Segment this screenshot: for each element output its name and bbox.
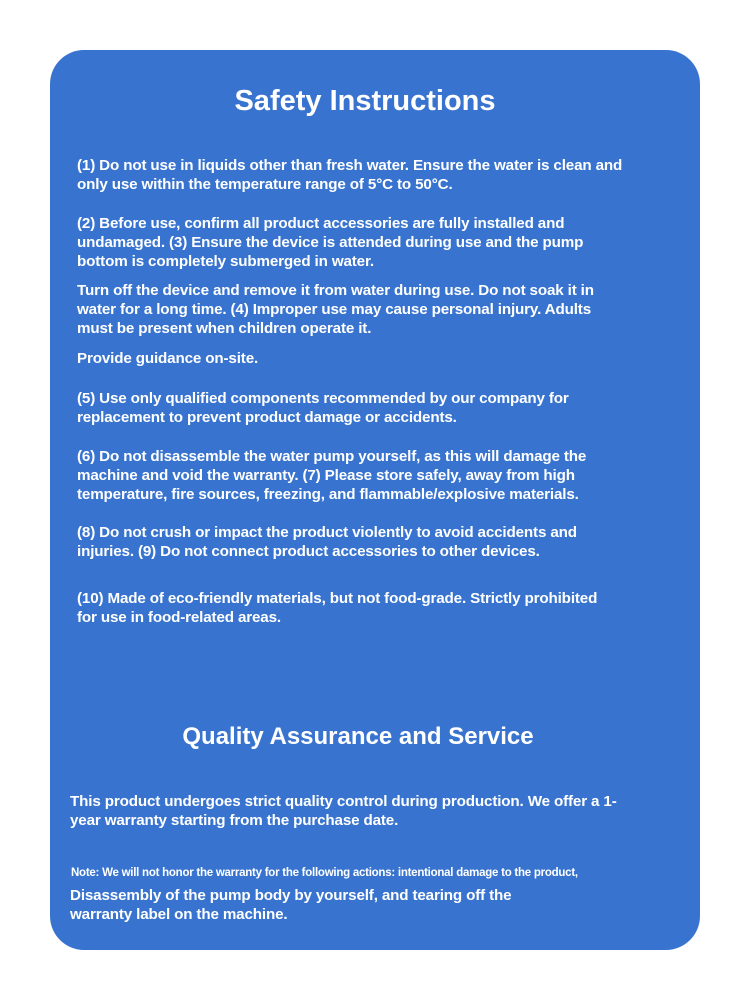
safety-item-8-9: (8) Do not crush or impact the product violently to avoid accidents and injuries. (9) Do not connect product accessories to other devices. — [77, 524, 577, 560]
safety-item-10: (10) Made of eco-friendly materials, but not food-grade. Strictly prohibited for use in food-related areas. — [77, 590, 598, 626]
warranty-note: Note: We will not honor the warranty for the following actions: intentional damage to the product, — [71, 867, 578, 879]
quality-description: This product undergoes strict quality control during production. We offer a 1- year warranty starting from the purchase date. — [70, 793, 617, 829]
safety-guidance: Provide guidance on-site. — [77, 350, 259, 367]
warranty-note-continued: Disassembly of the pump body by yourself, and tearing off the warranty label on the machine. — [70, 887, 512, 923]
quality-title: Quality Assurance and Service — [182, 723, 534, 750]
safety-item-2-3: (2) Before use, confirm all product accessories are fully installed and undamaged. (3) Ensure the device is attended during use and the pump bottom is completely submerged in water. — [77, 215, 584, 270]
safety-item-5: (5) Use only qualified components recommended by our company for replacement to prevent product damage or accidents. — [77, 390, 569, 426]
safety-item-1: (1) Do not use in liquids other than fresh water. Ensure the water is clean and only use within the temperature range of 5°C to 50°C. — [77, 157, 623, 193]
safety-item-3-4: Turn off the device and remove it from water during use. Do not soak it in water for a long time. (4) Improper use may cause personal injury. Adults must be present when children operate it. — [77, 282, 594, 337]
safety-title: Safety Instructions — [234, 85, 496, 117]
safety-item-6-7: (6) Do not disassemble the water pump yourself, as this will damage the machine and void the warranty. (7) Please store safely, away from high temperature, fire sources, freezing, and flammable/explosive materials. — [77, 448, 587, 503]
safety-card — [50, 50, 700, 950]
